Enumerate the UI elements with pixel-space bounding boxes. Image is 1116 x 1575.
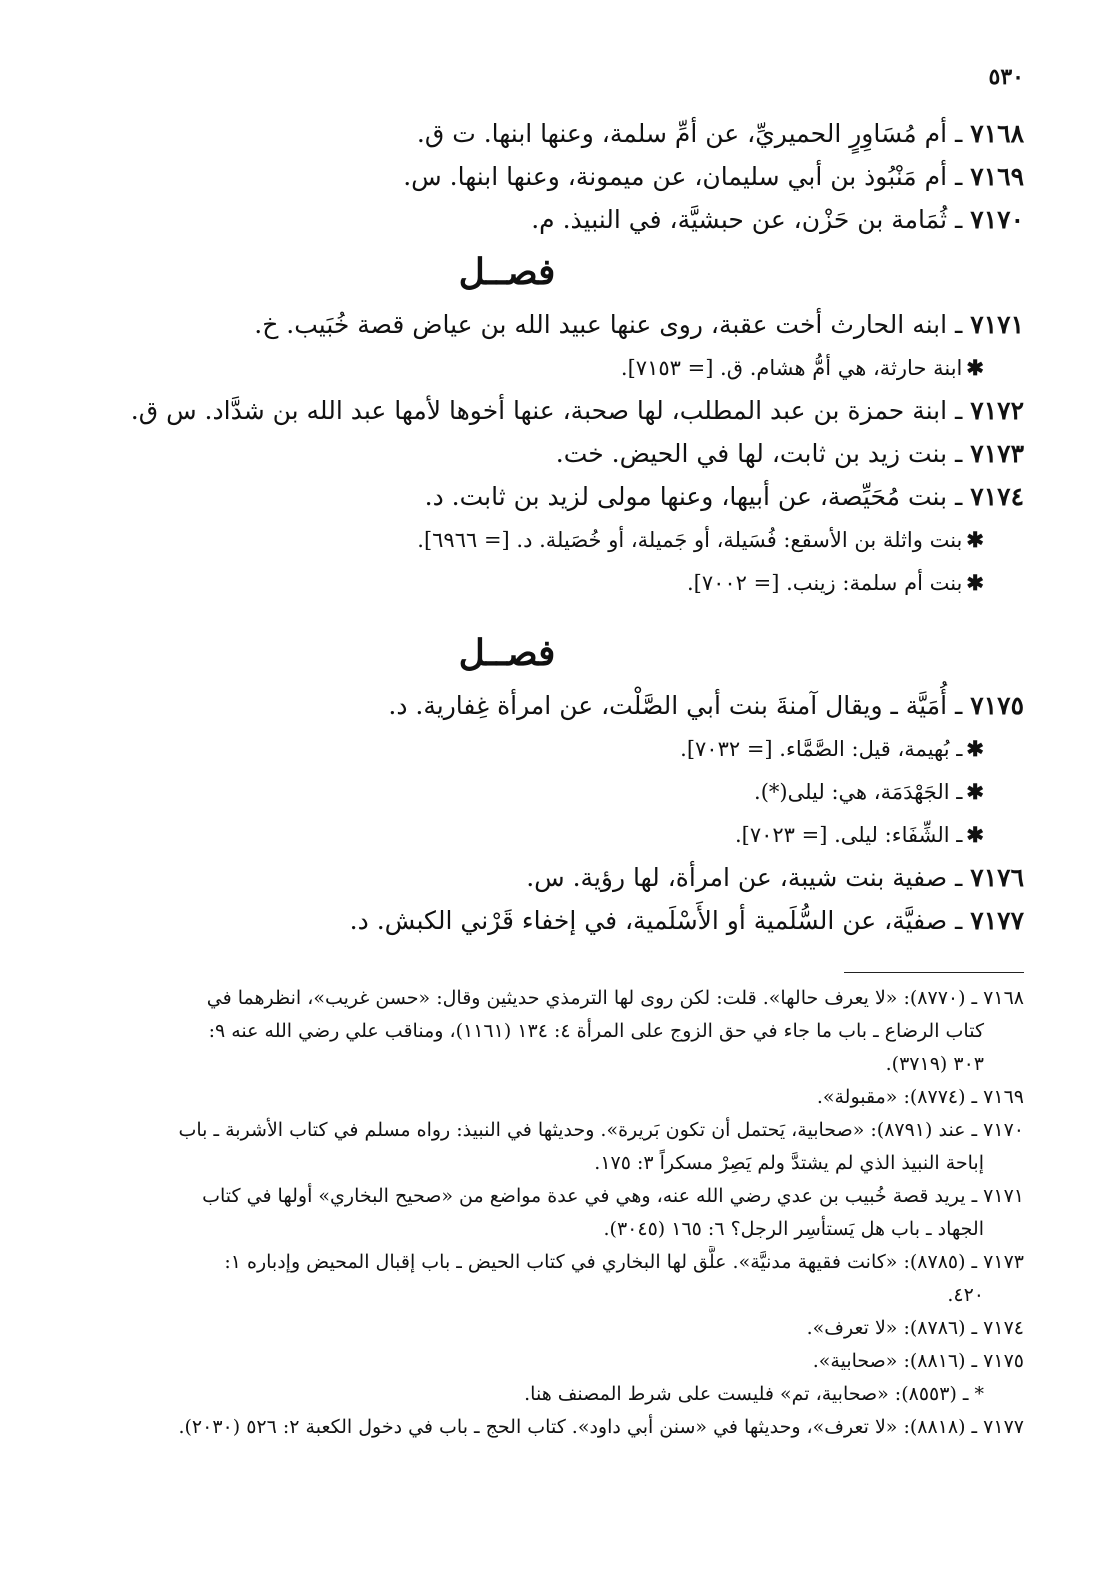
- cross-reference-entry: [60, 561, 1024, 604]
- entry-text: ابنة حمزة بن عبد المطلب، لها صحبة، عنها أخوها لأمها عبد الله بن شدَّاد. س ق.: [130, 396, 948, 425]
- footnote-line: ٧١٧٠ ـ عند (٨٧٩١): «صحابية، يَحتمل أن تكون بَريرة». وحديثها في النبيذ: رواه مسلم في كتاب الأشربة ـ باب: [178, 1119, 1024, 1141]
- narrator-entry: [60, 155, 1024, 198]
- narrator-entry: [60, 432, 1024, 475]
- cross-reference-entry: [60, 727, 1024, 770]
- footnote-line: ٧١٧٧ ـ (٨٨١٨): «لا تعرف»، وحديثها في «سنن أبي داود». كتاب الحج ـ باب في دخول الكعبة ٢: ٥٢٦ (٢٠٣٠).: [178, 1416, 1024, 1438]
- entry-text: ثُمَامة بن حَزْن، عن حبشيَّة، في النبيذ. م.: [531, 205, 948, 234]
- footnote-line: ٧١٦٨ ـ (٨٧٧٠): «لا يعرف حالها». قلت: لكن روى لها الترمذي حديثين وقال: «حسن غريب»، انظرهما في: [206, 987, 1024, 1009]
- entry-separator: ـ: [947, 691, 971, 720]
- entry-text: بنت واثلة بن الأسقع: فُسَيلة، أو جَميلة، أو خُصَيلة. د. [= ٦٩٦٦].: [417, 528, 963, 552]
- asterisk-icon: ✱: [966, 570, 984, 595]
- entry-number: ٧١٧٢: [970, 396, 1024, 425]
- entries-section-2: [60, 303, 1024, 604]
- footnote-line: ٧١٧٥ ـ (٨٨١٦): «صحابية».: [812, 1350, 1024, 1372]
- entry-separator: ـ: [947, 119, 971, 148]
- footnote-continuation: الجهاد ـ باب هل يَستأسِر الرجل؟ ٦: ١٦٥ (٣٠٤٥).: [603, 1218, 984, 1240]
- footnote-line: ٧١٧٤ ـ (٨٧٨٦): «لا تعرف».: [806, 1317, 1024, 1339]
- cross-reference-entry: [60, 813, 1024, 856]
- entry-text: ـ الجَهْدَمَة، هي: ليلى(*).: [754, 780, 963, 804]
- entry-text: أم مُسَاوِرٍ الحميريِّ، عن أمِّ سلمة، وعنها ابنها. ت ق.: [416, 119, 948, 148]
- asterisk-icon: ✱: [966, 822, 984, 847]
- spacer: [60, 604, 1024, 622]
- narrator-entry: [60, 303, 1024, 346]
- entry-separator: ـ: [947, 162, 971, 191]
- entry-text: ابنة حارثة، هي أمُّ هشام. ق. [= ٧١٥٣].: [620, 356, 963, 380]
- footnote-continuation: * ـ (٨٥٥٣): «صحابية، تم» فليست على شرط المصنف هنا.: [524, 1383, 984, 1405]
- entries-section-3: [60, 684, 1024, 942]
- narrator-entry: [60, 198, 1024, 241]
- footnote-continuation: ٣٠٣ (٣٧١٩).: [885, 1053, 984, 1075]
- entry-separator: ـ: [947, 439, 971, 468]
- footnote-line: ٧١٧٣ ـ (٨٧٨٥): «كانت فقيهة مدنيَّة». علَّق لها البخاري في كتاب الحيض ـ باب إقبال المحيض وإدباره ١:: [224, 1251, 1024, 1273]
- entry-number: ٧١٧٦: [970, 863, 1024, 892]
- asterisk-icon: ✱: [966, 527, 984, 552]
- entries-section-1: [60, 112, 1024, 241]
- entry-text: صفية بنت شيبة، عن امرأة، لها رؤية. س.: [526, 863, 948, 892]
- section-heading-1: فصــل: [458, 251, 556, 293]
- footnote-line: ٧١٦٩ ـ (٨٧٧٤): «مقبولة».: [816, 1086, 1024, 1108]
- entry-separator: ـ: [947, 863, 971, 892]
- footnotes: [40, 982, 1024, 1444]
- asterisk-icon: ✱: [966, 355, 984, 380]
- entry-separator: ـ: [947, 482, 971, 511]
- entry-text: ـ بُهيمة، قيل: الصَّمَّاء. [= ٧٠٣٢].: [680, 737, 963, 761]
- entry-separator: ـ: [947, 310, 971, 339]
- asterisk-icon: ✱: [966, 779, 984, 804]
- entry-separator: ـ: [947, 205, 971, 234]
- section-heading-2: فصــل: [458, 632, 556, 674]
- cross-reference-entry: [60, 518, 1024, 561]
- entry-text: بنت مُحَيِّصة، عن أبيها، وعنها مولى لزيد بن ثابت. د.: [424, 482, 948, 511]
- narrator-entry: [60, 112, 1024, 155]
- narrator-entry: [60, 389, 1024, 432]
- entry-number: ٧١٧٠: [970, 205, 1024, 234]
- narrator-entry: [60, 475, 1024, 518]
- entry-number: ٧١٦٨: [970, 119, 1024, 148]
- entry-number: ٧١٧١: [970, 310, 1024, 339]
- entry-text: أم مَنْبُوذ بن أبي سليمان، عن ميمونة، وعنها ابنها. س.: [403, 162, 948, 191]
- page-number: ٥٣٠: [988, 64, 1024, 90]
- entry-text: ـ الشِّفَاء: ليلى. [= ٧٠٢٣].: [734, 823, 963, 847]
- footnote-continuation: ٤٢٠.: [947, 1284, 984, 1306]
- entry-number: ٧١٧٤: [970, 482, 1024, 511]
- main-text: [60, 112, 1024, 942]
- entry-text: بنت أم سلمة: زينب. [= ٧٠٠٢].: [686, 571, 963, 595]
- footnote-divider: [844, 972, 1024, 973]
- entry-separator: ـ: [947, 396, 971, 425]
- entry-number: ٧١٧٥: [970, 691, 1024, 720]
- entry-number: ٧١٧٣: [970, 439, 1024, 468]
- entry-text: ابنه الحارث أخت عقبة، روى عنها عبيد الله بن عياض قصة خُبَيب. خ.: [254, 310, 948, 339]
- footnote-continuation: إباحة النبيذ الذي لم يشتدَّ ولم يَصِرْ مسكراً ٣: ١٧٥.: [594, 1152, 984, 1174]
- footnote-continuation: كتاب الرضاع ـ باب ما جاء في حق الزوج على المرأة ٤: ١٣٤ (١١٦١)، ومناقب علي رضي الله عنه ٩:: [208, 1020, 984, 1042]
- entry-text: بنت زيد بن ثابت، لها في الحيض. خت.: [555, 439, 948, 468]
- entry-separator: ـ: [947, 906, 971, 935]
- narrator-entry: [60, 684, 1024, 727]
- entry-number: ٧١٧٧: [970, 906, 1024, 935]
- entry-text: صفيَّة، عن السُّلَمية أو الأَسْلَمية، في إخفاء قَرْني الكبش. د.: [349, 906, 948, 935]
- narrator-entry: [60, 856, 1024, 899]
- asterisk-icon: ✱: [966, 736, 984, 761]
- cross-reference-entry: [60, 770, 1024, 813]
- entry-number: ٧١٦٩: [970, 162, 1024, 191]
- entry-text: أُمَيَّة ـ ويقال آمنةَ بنت أبي الصَّلْت، عن امرأة غِفارية. د.: [388, 691, 948, 720]
- footnote-line: ٧١٧١ ـ يريد قصة خُبيب بن عدي رضي الله عنه، وهي في عدة مواضع من «صحيح البخاري» أولها في كتاب: [202, 1185, 1024, 1207]
- cross-reference-entry: [60, 346, 1024, 389]
- narrator-entry: [60, 899, 1024, 942]
